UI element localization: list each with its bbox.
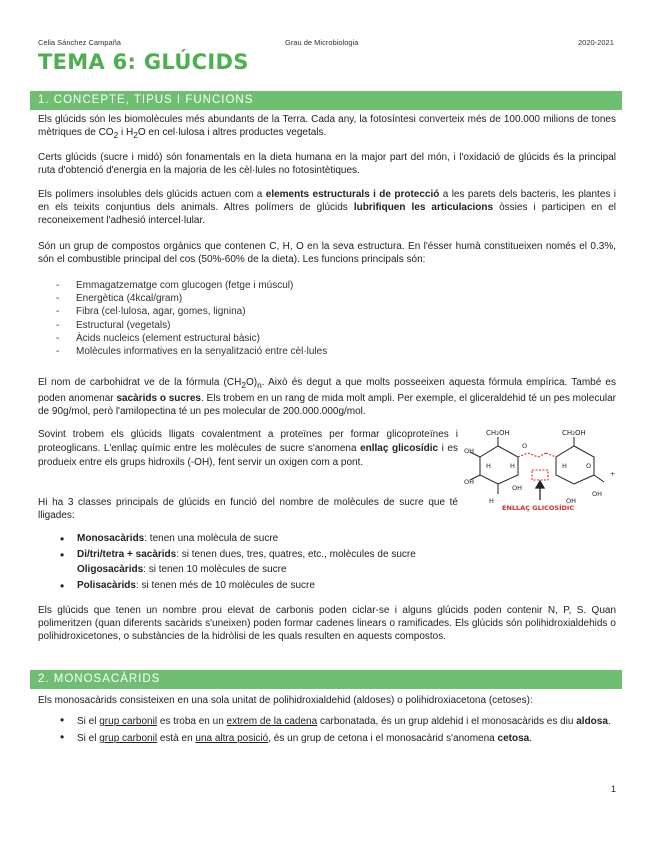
list-item: • Di/tri/tetra + sacàrids: si tenen dues, tres, quatres, etc., molècules de sucre: [58, 549, 416, 565]
oh-label: OH: [464, 478, 475, 486]
paragraph-classes-intro: Hi ha 3 classes principals de glúcids en funció del nombre de molècules de sucre que té lligades:: [38, 497, 458, 521]
oh-label: OH: [566, 497, 577, 505]
monosaccharide-types-list: [58, 715, 618, 745]
classes-list: [58, 533, 416, 595]
oh-label: OH: [512, 484, 523, 492]
paragraph-cyclization: Els glúcids que tenen un nombre prou elevat de carbonis poden ciclar-se i alguns glúcids poden contenir N, P, S. Quan polimeritzen (quan diferents sacàrids s'uneixen) poden formar cadenes linears o ramificades. Els glúcids són polihidroxialdehids o polihidroxicetones, o substàncies de la hidròlisi de les quals resulten en aquests compostos.: [38, 605, 616, 642]
list-item: - Àcids nucleics (element estructural bàsic): [56, 333, 327, 346]
section-heading-monosacarids: 2. MONOSACÀRIDS: [30, 670, 622, 689]
page-number: 1: [611, 784, 617, 794]
list-item: - Emmagatzematge com glucogen (fetge i múscul): [56, 280, 327, 293]
h-label: H: [562, 462, 567, 470]
paragraph-composition: Són un grup de compostos orgànics que contenen C, H, O en la seva estructura. En l'ésser humà constitueixen només el 0.3%, són el combustible principal del cos (50%-60% de la dieta). Les funcions principals són:: [38, 241, 616, 265]
section-heading-concepte: 1. CONCEPTE, TIPUS I FUNCIONS: [30, 91, 622, 110]
glycosidic-bond-diagram: [462, 426, 622, 512]
list-item: • Polisacàrids: si tenen més de 10 molècules de sucre: [58, 580, 416, 596]
o-label: O: [522, 442, 528, 450]
ch2oh-label-left: CH₂OH: [486, 429, 510, 437]
ch2oh-label-right: CH₂OH: [562, 429, 586, 437]
glycosidic-bond-label: ENLLAÇ GLICOSÍDIC: [502, 504, 575, 512]
list-item: • Si el grup carbonil està en una altra posició, és un grup de cetona i el monosacàrid s'anomena cetosa.: [58, 732, 618, 745]
header-year: 2020-2021: [578, 38, 614, 47]
paragraph-diet: Certs glúcids (sucre i midó) són fonamentals en la dieta humana en la major part del món, i l'oxidació de glúcids és la principal ruta d'obtenció d'energia en la majoria de les cèl·lules no fotosintètiques.: [38, 152, 616, 176]
functions-list: [56, 280, 327, 359]
list-item: • Monosacàrids: tenen una molècula de sucre: [58, 533, 416, 549]
list-item: - Molècules informatives en la senyalització entre cèl·lules: [56, 346, 327, 359]
page-title: TEMA 6: GLÚCIDS: [38, 50, 249, 74]
o-label: O: [586, 462, 592, 470]
h-label: H: [486, 462, 491, 470]
list-item: • Si el grup carbonil es troba en un extrem de la cadena carbonatada, és un grup aldehid i el monosacàrids es diu aldosa.: [58, 715, 618, 728]
oh-label: OH: [592, 490, 603, 498]
header-author: Celia Sánchez Campaña: [38, 38, 121, 47]
list-item: Oligosacàrids: si tenen 10 molècules de sucre: [77, 564, 287, 575]
paragraph-biomolecules: Els glúcids són les biomolècules més abundants de la Terra. Cada any, la fotosíntesi converteix més de 100.000 milions de tones mètriques de $CO_2$ i $H_2O$ en cel·lulosa i altres productes vegetals.: [38, 114, 616, 140]
paragraph-glycosidic: Sovint trobem els glúcids lligats covalentment a proteïnes per formar glicoproteïnes i proteoglicans. L'enllaç químic entre les molècules de sucre s'anomena enllaç glicosídic i es produeix entre els grups hidroxils (-OH), fent servir un oxigen com a pont.: [38, 429, 458, 468]
list-item: - Estructural (vegetals): [56, 320, 327, 333]
paragraph-monosaccharides-intro: Els monosacàrids consisteixen en una sola unitat de polihidroxialdehid (aldoses) o polihidroxiacetona (cetoses):: [38, 695, 533, 706]
plus-label: +: [610, 470, 616, 478]
h-label: H: [510, 462, 515, 470]
h-label: H: [489, 497, 494, 505]
list-item: - Fibra (cel·lulosa, agar, gomes, lignina): [56, 306, 327, 319]
paragraph-polymers: Els polímers insolubles dels glúcids actuen com a elements estructurals i de protecció a les parets dels bacteris, les plantes i en els teixits conjuntius dels animals. Altres polímers de glúcids lubrifiquen les articulacions òssies i participen en el reconeixement l'adhesió intercel·lular.: [38, 189, 616, 226]
paragraph-carbohydrate-name: El nom de carbohidrat ve de la fórmula $(CH_2O)_n$. Això és degut a que molts posseeixen aquesta fórmula empírica. També es poden anomenar sacàrids o sucres. Els trobem en un rang de mida molt ampli. Per exemple, el gliceraldehid té un pes molecular de 90g/mol, però l'amilopectina té un pes molecular de 200.000.000g/mol.: [38, 377, 616, 417]
oh-label: OH: [464, 447, 475, 455]
header-degree: Grau de Microbiologia: [285, 38, 359, 47]
list-item: - Energètica (4kcal/gram): [56, 293, 327, 306]
